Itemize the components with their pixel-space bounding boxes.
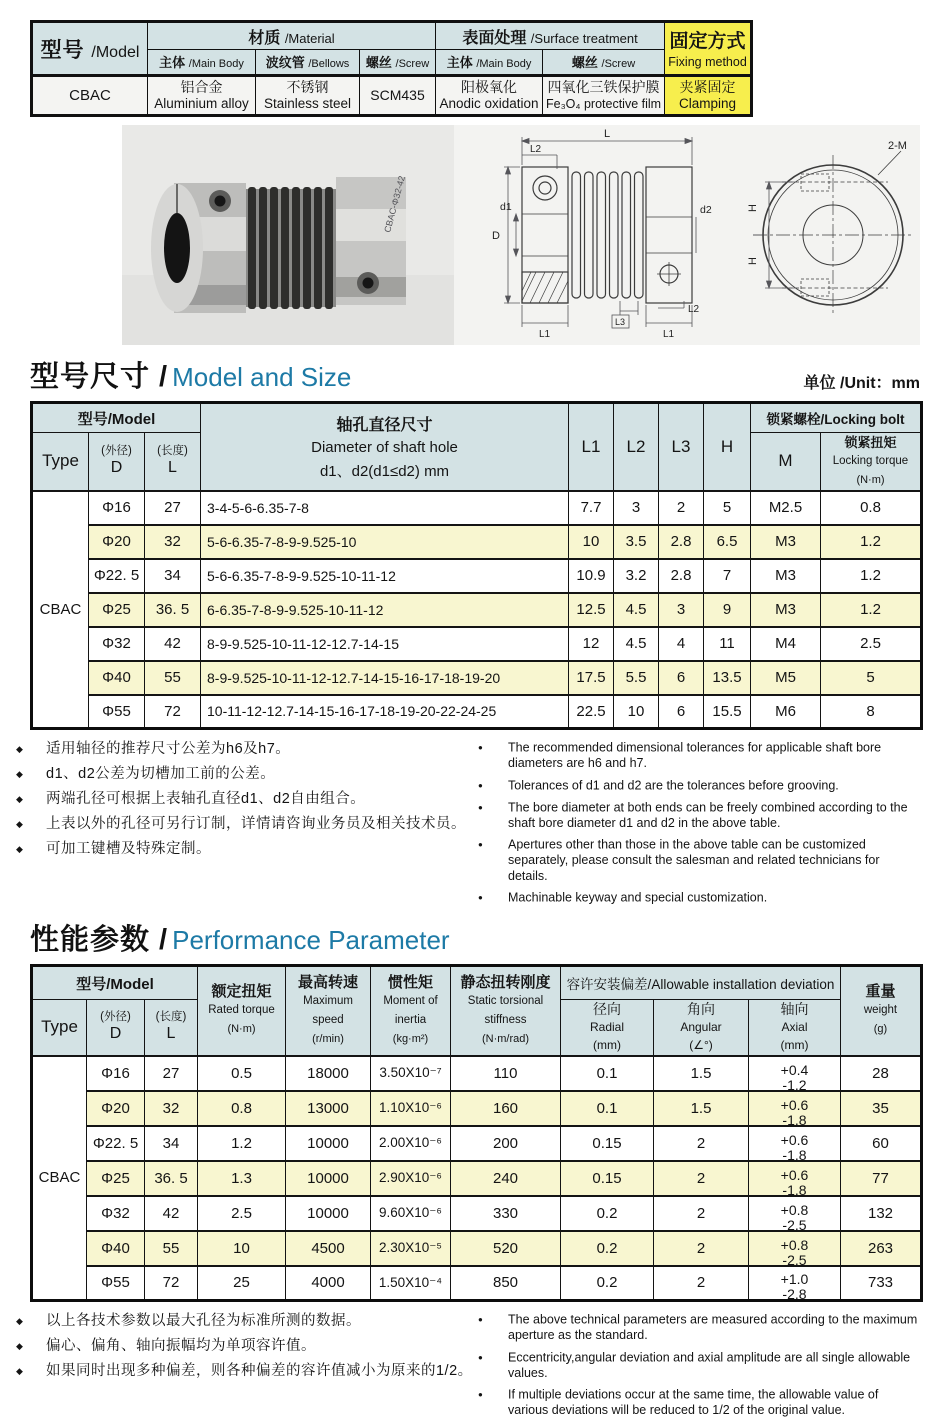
- diamond-bullet-icon: ◆: [16, 1366, 24, 1376]
- size-torque-header: 锁紧扭矩 Locking torque (N·m): [821, 433, 922, 491]
- cell-m: M3: [751, 593, 821, 627]
- cell-stiffness: 520: [451, 1231, 561, 1266]
- note-item: ◆ 适用轴径的推荐尺寸公差为h6及h7。: [16, 741, 291, 757]
- type-cell: CBAC: [32, 1056, 87, 1301]
- cell-l1: 22.5: [569, 695, 614, 729]
- cell-h: 7: [704, 559, 751, 593]
- size-l1-header: L1: [569, 403, 614, 491]
- cell-torque: 1.2: [821, 593, 922, 627]
- size-d-header: (外径) D: [89, 433, 145, 491]
- top-header-row-1: [32, 22, 752, 50]
- note-item: ● Tolerances of d1 and d2 are the tolerances before grooving.: [478, 778, 839, 792]
- cell-holes: 3-4-5-6-6.35-7-8: [201, 491, 569, 525]
- cell-holes: 5-6-6.35-7-8-9-9.525-10: [201, 525, 569, 559]
- cell-stiffness: 330: [451, 1196, 561, 1231]
- perf-speed-header: 最高转速 Maximum speed (r/min): [286, 966, 371, 1056]
- cell-d: Φ40: [89, 661, 145, 695]
- perf-l-header: (长度) L: [145, 1000, 198, 1056]
- cell-m: M6: [751, 695, 821, 729]
- cell-inertia: 9.60X10⁻⁶: [371, 1196, 451, 1231]
- cell-m: M2.5: [751, 491, 821, 525]
- cell-d: Φ22. 5: [87, 1126, 145, 1161]
- cell-l2: 3.2: [614, 559, 659, 593]
- cell-radial: 0.1: [561, 1056, 654, 1091]
- cell-m: M3: [751, 525, 821, 559]
- note-item: ◆ d1、d2公差为切槽加工前的公差。: [16, 766, 276, 782]
- cell-torque: 2.5: [198, 1196, 286, 1231]
- cell-l: 72: [145, 1266, 198, 1301]
- cell-holes: 8-9-9.525-10-11-12-12.7-14-15-16-17-18-19-20: [201, 661, 569, 695]
- product-photo: [122, 125, 454, 345]
- cell-axial: +0.6 -1.8: [749, 1161, 841, 1196]
- model-label-en: /Model: [91, 43, 140, 61]
- model-label-zh: 型号: [40, 38, 92, 62]
- perf-stiffness-header: 静态扭转刚度 Static torsional stiffness (N·m/rad): [451, 966, 561, 1056]
- cell-l3: 6: [659, 661, 704, 695]
- svg-text:D: D: [492, 230, 500, 242]
- size-row: [32, 559, 922, 593]
- cell-h: 11: [704, 627, 751, 661]
- size-section-header: [30, 355, 920, 395]
- perf-header-row-1: [32, 966, 922, 1000]
- engraved-model-label: CBAC-Φ32-42: [382, 174, 407, 234]
- size-header-row-1: [32, 403, 922, 433]
- technical-drawing-panel: [454, 125, 920, 345]
- fixing-value: 夹紧固定 Clamping: [665, 76, 752, 116]
- cell-inertia: 1.10X10⁻⁶: [371, 1091, 451, 1126]
- cell-l: 55: [145, 661, 201, 695]
- perf-row: [32, 1196, 922, 1231]
- cell-l3: 2.8: [659, 559, 704, 593]
- size-row: [32, 491, 922, 525]
- diamond-bullet-icon: ◆: [16, 744, 24, 754]
- note-item: ● The bore diameter at both ends can be freely combined according to the shaft bore diameter d1 and d2 in the above table.: [478, 800, 908, 830]
- size-l-header: (长度) L: [145, 433, 201, 491]
- note-item: ● The recommended dimensional tolerances for applicable shaft bore diameters are h6 and h7.: [478, 740, 882, 770]
- cell-d: Φ32: [87, 1196, 145, 1231]
- svg-text:L3: L3: [615, 317, 626, 327]
- cell-torque: 0.8: [198, 1091, 286, 1126]
- cell-l: 32: [145, 1091, 198, 1126]
- note-item: ◆ 上表以外的孔径可另行订制，详情请咨询业务员及相关技术员。: [16, 816, 466, 832]
- perf-inertia-header: 惯性矩 Moment of inertia (kg·m²): [371, 966, 451, 1056]
- dot-bullet-icon: ●: [478, 840, 483, 849]
- cell-speed: 18000: [286, 1056, 371, 1091]
- size-table: [30, 401, 923, 730]
- perf-model-header: 型号/Model: [32, 966, 198, 1000]
- svg-text:L2: L2: [688, 304, 700, 315]
- perf-row: [32, 1231, 922, 1266]
- top-data-row: [32, 76, 752, 116]
- cell-radial: 0.2: [561, 1266, 654, 1301]
- cell-d: Φ40: [87, 1231, 145, 1266]
- cell-axial: +0.8 -2.5: [749, 1196, 841, 1231]
- perf-row: [32, 1266, 922, 1301]
- cell-l2: 4.5: [614, 627, 659, 661]
- cell-l3: 4: [659, 627, 704, 661]
- cell-torque: 1.2: [821, 525, 922, 559]
- dimension-lines: [504, 137, 696, 328]
- svg-text:L: L: [604, 128, 611, 140]
- cell-torque: 0.8: [821, 491, 922, 525]
- cell-stiffness: 110: [451, 1056, 561, 1091]
- cell-l: 27: [145, 491, 201, 525]
- cell-l: 72: [145, 695, 201, 729]
- cell-angular: 1.5: [654, 1091, 749, 1126]
- cell-d: Φ20: [87, 1091, 145, 1126]
- cell-holes: 10-11-12-12.7-14-15-16-17-18-19-20-22-24-25: [201, 695, 569, 729]
- product-photo-panel: [122, 125, 454, 345]
- cell-m: M5: [751, 661, 821, 695]
- note-item: ◆ 偏心、偏角、轴向振幅均为单项容许值。: [16, 1338, 316, 1354]
- cell-inertia: 3.50X10⁻⁷: [371, 1056, 451, 1091]
- cell-l3: 2.8: [659, 525, 704, 559]
- size-row: [32, 525, 922, 559]
- diamond-bullet-icon: ◆: [16, 844, 24, 854]
- svg-text:L2: L2: [530, 144, 542, 155]
- cell-l2: 4.5: [614, 593, 659, 627]
- note-item: ● Apertures other than those in the above table can be customized separately, please consult the salesman and related technicians for details.: [478, 837, 880, 883]
- fixing-header-cell: 固定方式 Fixing method: [665, 22, 752, 76]
- surface-screw-subheader: 螺丝 /Screw: [543, 50, 665, 76]
- cell-speed: 4500: [286, 1231, 371, 1266]
- svg-text:H: H: [747, 257, 759, 265]
- size-type-header: Type: [32, 433, 89, 491]
- unit-label: 单位 /Unit：mm: [803, 375, 920, 392]
- cell-speed: 10000: [286, 1126, 371, 1161]
- cell-l1: 7.7: [569, 491, 614, 525]
- cell-d: Φ55: [87, 1266, 145, 1301]
- diamond-bullet-icon: ◆: [16, 1316, 24, 1326]
- note-item: ◆ 以上各技术参数以最大孔径为标准所测的数据。: [16, 1313, 361, 1329]
- cell-l1: 12.5: [569, 593, 614, 627]
- side-view-drawing: [522, 167, 692, 303]
- cell-axial: +0.6 -1.8: [749, 1126, 841, 1161]
- cell-radial: 0.2: [561, 1231, 654, 1266]
- perf-section-header: [30, 918, 920, 958]
- perf-deviation-header: 容许安装偏差/Allowable installation deviation: [561, 966, 841, 1000]
- cell-h: 15.5: [704, 695, 751, 729]
- cell-speed: 4000: [286, 1266, 371, 1301]
- cell-inertia: 2.90X10⁻⁶: [371, 1161, 451, 1196]
- perf-notes-en: [478, 1312, 920, 1425]
- main-body-subheader: 主体 /Main Body: [148, 50, 256, 76]
- cell-angular: 2: [654, 1266, 749, 1301]
- material-header-cell: 材质 /Material: [148, 22, 436, 50]
- note-item: ◆ 可加工键槽及特殊定制。: [16, 841, 211, 857]
- cell-weight: 60: [841, 1126, 922, 1161]
- dot-bullet-icon: ●: [478, 780, 483, 790]
- cell-l: 42: [145, 627, 201, 661]
- dot-bullet-icon: ●: [478, 1315, 483, 1324]
- cell-d: Φ25: [87, 1161, 145, 1196]
- cell-holes: 8-9-9.525-10-11-12-12.7-14-15: [201, 627, 569, 661]
- cell-l2: 10: [614, 695, 659, 729]
- cell-weight: 132: [841, 1196, 922, 1231]
- cell-inertia: 2.00X10⁻⁶: [371, 1126, 451, 1161]
- svg-text:L1: L1: [539, 329, 551, 340]
- size-notes-en: [478, 740, 920, 912]
- diamond-bullet-icon: ◆: [16, 819, 24, 829]
- cell-l2: 3.5: [614, 525, 659, 559]
- svg-text:d2: d2: [700, 204, 712, 216]
- cell-torque: 1.2: [198, 1126, 286, 1161]
- cell-l: 32: [145, 525, 201, 559]
- perf-section-title: 性能参数 / Performance Parameter: [30, 924, 450, 956]
- cell-radial: 0.1: [561, 1091, 654, 1126]
- cell-radial: 0.2: [561, 1196, 654, 1231]
- cell-l1: 10: [569, 525, 614, 559]
- perf-weight-header: 重量 weight (g): [841, 966, 922, 1056]
- cell-stiffness: 160: [451, 1091, 561, 1126]
- performance-table: [30, 964, 923, 1302]
- perf-row: [32, 1161, 922, 1196]
- screw-subheader: 螺丝 /Screw: [360, 50, 436, 76]
- cell-angular: 2: [654, 1161, 749, 1196]
- dot-bullet-icon: ●: [478, 893, 483, 902]
- cell-torque: 8: [821, 695, 922, 729]
- perf-angular-header: 角向 Angular (∠°): [654, 1000, 749, 1056]
- cell-weight: 35: [841, 1091, 922, 1126]
- cell-torque: 5: [821, 661, 922, 695]
- cell-angular: 2: [654, 1196, 749, 1231]
- size-locking-header: 锁紧螺栓/Locking bolt: [751, 403, 922, 433]
- dot-bullet-icon: ●: [478, 1352, 483, 1362]
- cell-l3: 3: [659, 593, 704, 627]
- cell-holes: 6-6.35-7-8-9-9.525-10-11-12: [201, 593, 569, 627]
- cell-h: 9: [704, 593, 751, 627]
- cell-l: 36. 5: [145, 1161, 198, 1196]
- note-item: ● If multiple deviations occur at the same time, the allowable value of various deviations will be reduced to 1/2 of the original value.: [478, 1387, 879, 1417]
- surface-screw-value: 四氧化三铁保护膜 Fe₃O₄ protective film: [543, 76, 665, 116]
- perf-notes: [16, 1312, 920, 1425]
- cell-l3: 6: [659, 695, 704, 729]
- svg-text:H: H: [747, 204, 759, 212]
- bellows-section: [246, 187, 336, 309]
- cell-axial: +0.6 -1.8: [749, 1091, 841, 1126]
- cell-l: 42: [145, 1196, 198, 1231]
- cell-radial: 0.15: [561, 1161, 654, 1196]
- cell-h: 6.5: [704, 525, 751, 559]
- cell-inertia: 2.30X10⁻⁵: [371, 1231, 451, 1266]
- cell-angular: 1.5: [654, 1056, 749, 1091]
- cell-stiffness: 240: [451, 1161, 561, 1196]
- cell-d: Φ20: [89, 525, 145, 559]
- size-m-header: M: [751, 433, 821, 491]
- surface-header-cell: 表面处理 /Surface treatment: [436, 22, 665, 50]
- perf-radial-header: 径向 Radial (mm): [561, 1000, 654, 1056]
- diamond-bullet-icon: ◆: [16, 794, 24, 804]
- size-model-header: 型号/Model: [32, 403, 201, 433]
- size-l3-header: L3: [659, 403, 704, 491]
- cell-torque: 2.5: [821, 627, 922, 661]
- svg-text:d1: d1: [500, 201, 512, 213]
- perf-axial-header: 轴向 Axial (mm): [749, 1000, 841, 1056]
- diamond-bullet-icon: ◆: [16, 769, 24, 779]
- cell-l1: 10.9: [569, 559, 614, 593]
- cell-inertia: 1.50X10⁻⁴: [371, 1266, 451, 1301]
- cell-speed: 13000: [286, 1091, 371, 1126]
- perf-notes-zh: [16, 1312, 492, 1425]
- cell-weight: 263: [841, 1231, 922, 1266]
- size-row: [32, 627, 922, 661]
- cell-radial: 0.15: [561, 1126, 654, 1161]
- cell-axial: +0.4 -1.2: [749, 1056, 841, 1091]
- cell-d: Φ55: [89, 695, 145, 729]
- dot-bullet-icon: ●: [478, 1390, 483, 1399]
- material-spec-table: [30, 20, 753, 117]
- svg-text:2-M: 2-M: [888, 140, 907, 152]
- cell-d: Φ22. 5: [89, 559, 145, 593]
- cell-l1: 12: [569, 627, 614, 661]
- surface-main-body-value: 阳极氧化 Anodic oxidation: [436, 76, 543, 116]
- main-body-material: 铝合金 Aluminium alloy: [148, 76, 256, 116]
- cell-weight: 28: [841, 1056, 922, 1091]
- cell-d: Φ16: [89, 491, 145, 525]
- cell-l3: 2: [659, 491, 704, 525]
- note-item: ◆ 两端孔径可根据上表轴孔直径d1、d2自由组合。: [16, 791, 366, 807]
- cell-l1: 17.5: [569, 661, 614, 695]
- cell-axial: +0.8 -2.5: [749, 1231, 841, 1266]
- dot-bullet-icon: ●: [478, 802, 483, 812]
- cell-weight: 733: [841, 1266, 922, 1301]
- model-header-cell: [32, 22, 148, 76]
- cell-angular: 2: [654, 1126, 749, 1161]
- perf-d-header: (外径) D: [87, 1000, 145, 1056]
- cell-m: M3: [751, 559, 821, 593]
- screw-material: SCM435: [360, 76, 436, 116]
- type-cell: CBAC: [32, 491, 89, 729]
- perf-row: [32, 1091, 922, 1126]
- size-section-title: 型号尺寸 / Model and Size: [30, 361, 352, 393]
- cell-torque: 1.3: [198, 1161, 286, 1196]
- note-item: ● Eccentricity,angular deviation and axial amplitude are all single allowable values.: [478, 1350, 911, 1380]
- front-view-dims: [753, 182, 797, 288]
- front-view-drawing: [753, 151, 913, 315]
- cell-h: 13.5: [704, 661, 751, 695]
- cell-l: 34: [145, 1126, 198, 1161]
- size-notes-zh: [16, 740, 492, 912]
- cell-weight: 77: [841, 1161, 922, 1196]
- size-row: [32, 661, 922, 695]
- model-value: CBAC: [32, 76, 148, 116]
- media-strip: [30, 125, 920, 345]
- size-notes: [16, 740, 920, 912]
- size-row: [32, 593, 922, 627]
- bellows-material: 不锈钢 Stainless steel: [256, 76, 360, 116]
- cell-d: Φ16: [87, 1056, 145, 1091]
- cell-l: 55: [145, 1231, 198, 1266]
- media-spacer: [30, 125, 122, 345]
- bellows-subheader: 波纹管 /Bellows: [256, 50, 360, 76]
- perf-row: [32, 1126, 922, 1161]
- size-h-header: H: [704, 403, 751, 491]
- size-row: [32, 695, 922, 729]
- cell-h: 5: [704, 491, 751, 525]
- cell-l2: 5.5: [614, 661, 659, 695]
- cell-stiffness: 850: [451, 1266, 561, 1301]
- cell-l2: 3: [614, 491, 659, 525]
- cell-l: 36. 5: [145, 593, 201, 627]
- cell-stiffness: 200: [451, 1126, 561, 1161]
- note-item: ◆ 如果同时出现多种偏差，则各种偏差的容许值减小为原来的1/2。: [16, 1363, 473, 1379]
- size-l2-header: L2: [614, 403, 659, 491]
- cell-l: 34: [145, 559, 201, 593]
- cell-axial: +1.0 -2.8: [749, 1266, 841, 1301]
- cell-torque: 25: [198, 1266, 286, 1301]
- cell-m: M4: [751, 627, 821, 661]
- note-item: ● Machinable keyway and special customization.: [478, 890, 768, 905]
- size-hole-header: 轴孔直径尺寸 Diameter of shaft hole d1、d2(d1≤d2) mm: [201, 403, 569, 491]
- technical-drawing: [460, 125, 920, 345]
- cell-speed: 10000: [286, 1161, 371, 1196]
- cell-l: 27: [145, 1056, 198, 1091]
- surface-main-body-subheader: 主体 /Main Body: [436, 50, 543, 76]
- cell-d: Φ25: [89, 593, 145, 627]
- cell-torque: 1.2: [821, 559, 922, 593]
- svg-text:L1: L1: [663, 329, 675, 340]
- perf-row: [32, 1056, 922, 1091]
- cell-angular: 2: [654, 1231, 749, 1266]
- note-item: ● The above technical parameters are measured according to the maximum aperture as the standard.: [478, 1312, 918, 1342]
- diamond-bullet-icon: ◆: [16, 1341, 24, 1351]
- perf-torque-header: 额定扭矩 Rated torque (N·m): [198, 966, 286, 1056]
- cell-holes: 5-6-6.35-7-8-9-9.525-10-11-12: [201, 559, 569, 593]
- cell-torque: 0.5: [198, 1056, 286, 1091]
- cell-d: Φ32: [89, 627, 145, 661]
- cell-speed: 10000: [286, 1196, 371, 1231]
- cell-torque: 10: [198, 1231, 286, 1266]
- dot-bullet-icon: ●: [478, 743, 483, 752]
- perf-type-header: Type: [32, 1000, 87, 1056]
